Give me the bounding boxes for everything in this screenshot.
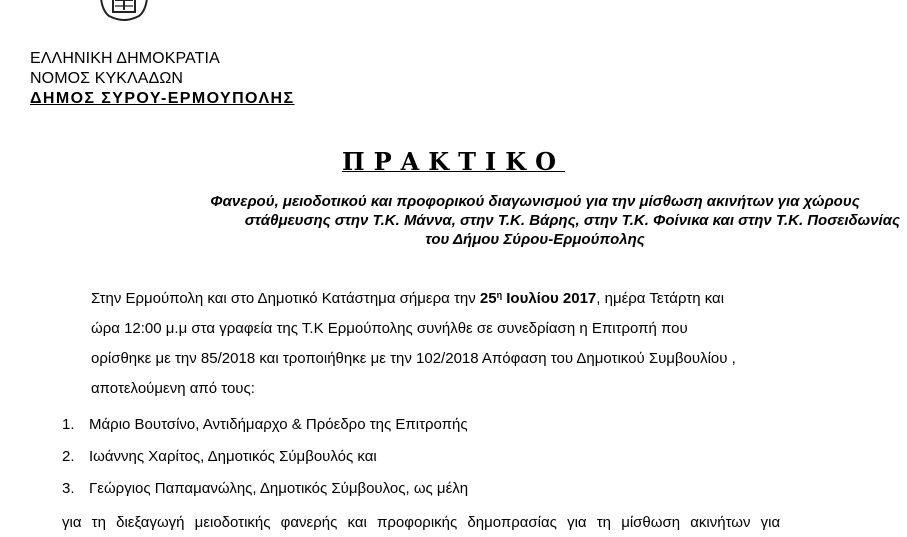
header-country: ΕΛΛΗΝΙΚΗ ΔΗΜΟΚΡΑΤΙΑ xyxy=(30,50,220,67)
meeting-date xyxy=(480,290,596,307)
subtitle-line-2: στάθμευσης στην Τ.Κ. Μάννα, στην Τ.Κ. Βάρης, στην Τ.Κ. Φοίνικα και στην Τ.Κ. Ποσειδωνίας xyxy=(244,212,900,229)
paragraph-line-3: ορίσθηκε με την 85/2018 και τροποιήθηκε με την 102/2018 Απόφαση του Δημοτικού Συμβουλίου , xyxy=(91,350,736,367)
date-day: 25 xyxy=(479,290,497,307)
list-item xyxy=(62,409,468,441)
committee-members-list xyxy=(62,409,468,505)
list-number: 3. xyxy=(62,480,75,497)
member-text: Γεώργιος Παπαμανώλης, Δημοτικός Σύμβουλος, ως μέλη xyxy=(89,480,469,497)
document-title: ΠΡΑΚΤΙΚΟ xyxy=(341,147,566,176)
member-text: Μάριο Βουτσίνο, Αντιδήμαρχο & Πρόεδρο της Επιτροπής xyxy=(89,416,468,433)
document-subtitle xyxy=(170,192,900,249)
opening-paragraph xyxy=(91,284,891,404)
list-item xyxy=(62,441,468,473)
paragraph-line-4: αποτελούμενη από τους: xyxy=(91,380,255,397)
list-number: 1. xyxy=(62,416,75,433)
member-text: Ιωάννης Χαρίτος, Δημοτικός Σύμβουλός και xyxy=(89,448,377,465)
date-suffix: η xyxy=(496,290,503,300)
date-month-year: Ιουλίου 2017 xyxy=(502,290,597,307)
paragraph-line-1 xyxy=(91,284,891,314)
header-prefecture: ΝΟΜΟΣ ΚΥΚΛΑΔΩΝ xyxy=(30,70,184,87)
header-municipality: ΔΗΜΟΣ ΣΥΡΟΥ-ΕΡΜΟΥΠΟΛΗΣ xyxy=(30,90,295,107)
list-number: 2. xyxy=(62,448,75,465)
paragraph-text: , ημέρα Τετάρτη και xyxy=(596,290,725,307)
paragraph-text: Στην Ερμούπολη και στο Δημοτικό Κατάστημα σήμερα την xyxy=(91,290,480,307)
subtitle-line-3: του Δήμου Σύρου-Ερμούπολης xyxy=(425,231,645,248)
closing-paragraph-line: για τη διεξαγωγή μειοδοτικής φανερής και προφορικής δημοπρασίας για τη μίσθωση ακινήτων για xyxy=(62,514,781,531)
document-header xyxy=(30,49,294,109)
list-item xyxy=(62,473,468,505)
subtitle-line-1: Φανερού, μειοδοτικού και προφορικού διαγωνισμού για την μίσθωση ακινήτων για χώρους xyxy=(210,193,860,210)
coat-of-arms-emblem xyxy=(95,0,153,22)
paragraph-line-2: ώρα 12:00 μ.μ στα γραφεία της Τ.Κ Ερμούπολης συνήλθε σε συνεδρίαση η Επιτροπή που xyxy=(91,320,688,337)
